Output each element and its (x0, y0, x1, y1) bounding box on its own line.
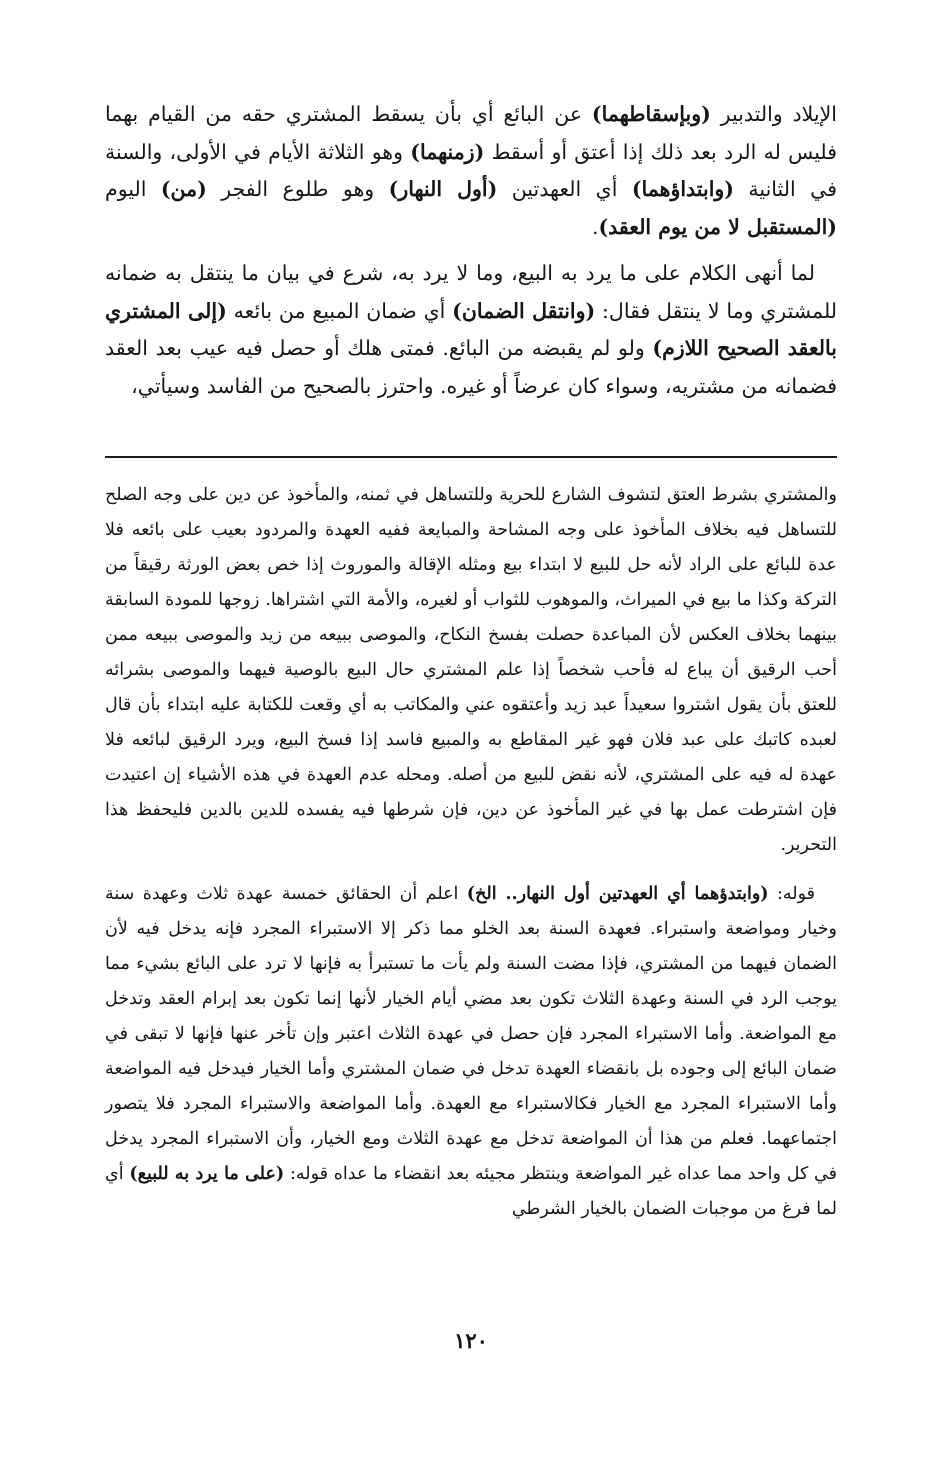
bold-quote-segment: (إلى المشتري بالعقد الصحيح اللازم) (105, 298, 838, 360)
bold-quote-segment: (وبإسقاطهما) (591, 102, 711, 126)
main-text (105, 96, 837, 405)
text-segment: الإيلاد والتدبير (710, 102, 837, 126)
bold-quote-segment: (أول النهار) (388, 177, 498, 201)
footnotes (105, 478, 837, 1241)
bold-quote-segment: (وابتدؤهما أي العهدتين أول النهار.. الخ) (466, 884, 769, 904)
text-segment: وهو طلوع الفجر (206, 177, 389, 201)
text-segment: أي ضمان المبيع من بائعه (226, 298, 453, 323)
text-segment: أي لما فرغ من موجبات الضمان بالخيار الشرطي (105, 1164, 837, 1219)
footnote-2 (105, 877, 837, 1227)
bold-quote-segment: (وانتقل الضمان) (452, 298, 596, 323)
main-paragraph-2 (105, 255, 837, 405)
text-segment: . (591, 214, 599, 239)
text-segment: ولو لم يقبضه من البائع. فمتى هلك أو حصل فيه عيب بعد العقد فضمانه من مشتريه، وسواء كان عرضاً أو غيره. واحترز بالصحيح من الفاسد وسيأتي، (105, 336, 837, 398)
main-paragraph-1 (105, 96, 837, 246)
page (105, 96, 837, 1396)
text-segment: والمشتري بشرط العتق لتشوف الشارع للحرية وللتساهل في ثمنه، والمأخوذ عن دين على وجه الصلح للتساهل فيه بخلاف المأخوذ على وجه المشاحة والمبايعة ففيه العهدة والمردود بعيب على بائعه فلا عدة للبائع على الراد لأنه حل للبيع لا ابتداء بيع ومثله الإقالة والموروث إذا خص بعض الورثة رقيقاً من التركة وكذا ما بيع في الميراث، والموهوب للثواب أو لغيره، والأمة التي اشتراها. زوجها للمودة السابقة بينهما بخلاف العكس لأن المباعدة حصلت بفسخ النكاح، والموصى ببيعه من زيد والموصى ببيعه ممن أحب الرقيق أن يباع له فأحب شخصاً إذا علم المشتري حال البيع بالوصية فيهما والموصى بشرائه للعتق بأن يقول اشتروا سعيداً عبد زيد وأعتقوه عني والمكاتب به أي وقعت للكتابة عليه ابتداء بأن قال لعبده كاتبك على عبد فلان فهو غير المقاطع به والمبيع فاسد إذا فسخ البيع، ويرد الرقيق لبائعه فلا عهدة له فيه على المشتري، لأنه نقض للبيع من أصله. ومحله عدم العهدة في هذه الأشياء إن اعتيدت فإن اشترطت عمل بها في غير المأخوذ عن دين، فإن شرطها فيه يفسده للدين بالدين فليحفظ هذا التحرير. (105, 485, 837, 855)
text-segment: قوله: (768, 884, 815, 904)
footnote-1 (105, 478, 837, 863)
bold-quote-segment: (على ما يرد به للبيع) (129, 1164, 285, 1184)
bold-quote-segment: (وابتداؤهما) (631, 177, 734, 201)
text-segment: وهو الثلاثة الأيام في الأولى، والسنة في الثانية (105, 139, 837, 201)
bold-quote-segment: (من) (160, 177, 207, 201)
text-segment: لما أنهى الكلام على ما يرد به البيع، وما لا يرد به، شرع في بيان ما ينتقل به ضمانه للمشتري وما لا ينتقل فقال: (105, 261, 837, 323)
footnote-divider (105, 456, 837, 458)
text-segment: أي العهدتين (497, 177, 632, 201)
text-segment: اليوم (105, 177, 161, 201)
bold-quote-segment: (زمنهما) (410, 139, 485, 164)
text-segment: عن البائع أي بأن يسقط المشتري حقه من القيام بهما فليس له الرد بعد ذلك إذا أعتق أو أسقط (105, 102, 837, 164)
bold-quote-segment: (المستقبل لا من يوم العقد) (598, 214, 837, 239)
text-segment: اعلم أن الحقائق خمسة عهدة ثلاث وعهدة سنة وخيار ومواضعة واستبراء. فعهدة السنة بعد الخلو مما ذكر إلا الاستبراء المجرد فإنه يدخل فيه لأن الضمان فيهما من المشتري، فإذا مضت السنة ولم يأت ما تستبرأ به فإنها لا ترد على البائع بشيء مما يوجب الرد في السنة وعهدة الثلاث تكون بعد مضي أيام الخيار لأنها إنما تكون بعد إبرام العقد وتدخل مع المواضعة. وأما الاستبراء المجرد فإن حصل في عهدة الثلاث اعتبر وإن تأخر عنها فإنها لا تبقى في ضمان البائع إلى وجوده بل بانقضاء العهدة تدخل في ضمان المشتري وأما الخيار فيدخل فيه المواضعة وأما الاستبراء المجرد مع الخيار فكالاستبراء مع العهدة. وأما المواضعة والاستبراء المجرد فلا يتصور اجتماعهما. فعلم من هذا أن المواضعة تدخل مع عهدة الثلاث ومع الخيار، وأن الاستبراء المجرد يدخل في كل واحد مما عداه غير المواضعة وينتظر مجيئه بعد انقضاء ما عداه قوله: (105, 884, 838, 1184)
page-number: ١٢٠ (454, 1328, 488, 1353)
